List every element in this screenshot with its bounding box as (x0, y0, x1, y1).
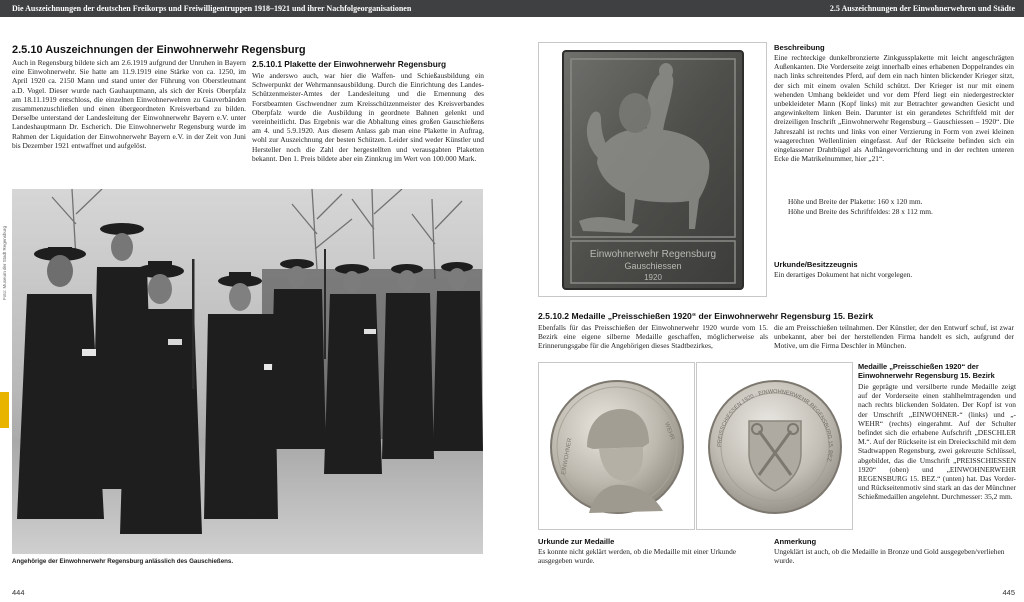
beschreibung-text (774, 53, 1014, 191)
medal-intro-column-1: Ebenfalls für das Preisschießen der Einwohnerwehr 1920 wurde vom 15. Bezirk eine eigene silberne Medaille geschaffen, möglicherweise als Erinnerungsgabe für die Angehörigen dieses Stadtbezirkes, (538, 323, 768, 351)
medal-obverse-frame (538, 362, 695, 530)
medal-obverse-legend-left: EINWOHNER (561, 437, 574, 476)
medal-description-text (858, 382, 1016, 532)
historical-group-photo (12, 189, 483, 554)
intro-paragraph: Auch in Regensburg bildete sich am 2.6.1919 aufgrund der Unruhen in Bayern eine Einwohnerwehr. Sie hatte am 11.9.1919 eine Stärke von ca. 1250, im April 1920 ca. 2150 Mann und stand unter der Führung von Oberstleutnant a.D. Vogel. Dieser wurde nach Gauhauptmann, als sich der Kreis Oberpfalz am 18.11.1919 entschloss, die einzelnen Einwohnerwehren zu Gauverbänden zusammenzuschließen und einen übergeordneten Kreisverband zu bilden. Derselbe unterstand der Landesleitung der Einwohnerwehr Bayern e.V. unter Landeshauptmann Dr. Escherich. Die Einwohnerwehr Regensburg wurde im Rahmen der Liquidation der Einwohnerwehr Bayern e.V. in der Zeit von Juni bis Dezember 1921 entwaffnet und aufgelöst. (12, 58, 246, 150)
medal-intro-column-2: die am Preisschießen teilnahmen. Der Künstler, der den Entwurf schuf, ist zwar unbekannt, aber bei der herstellenden Firma handelt es sich, aufgrund der Motive, um die Firma Deschler in München. (774, 323, 1014, 351)
urkunde-medal-title: Urkunde zur Medaille (538, 537, 615, 546)
medal-description-paragraph: Die geprägte und versilberte runde Medaille zeigt auf der Vorderseite einen stahlhelmtragenden und nach rechts blickenden Soldaten. Der Kopf ist von der Umschrift „EINWOHNER-“ (links) und „-WEHR“ (rechts) eingerahmt. Auf der Schulter befindet sich die erhabene Aufschrift „DESCHLER M.“. Auf der Rückseite ist ein Dreieckschild mit dem Stadtwappen Regensburg, zwei gekreuzte Schlüssel, abgebildet, das die Umschrift „PREISSCHIESSEN 1920“ (oben) und „EINWOHNERWEHR REGENSBURG 15. BEZ.“ (unten) hat. Das Vorder- und Rückseitenmotiv sind stark an das der Münchner Schießmedaillen angelehnt. Durchmesser: 35,2 mm. (858, 382, 1016, 502)
page-number-left: 444 (12, 588, 25, 597)
right-running-header: 2.5 Auszeichnungen der Einwohnerwehren und Städte (512, 0, 1024, 17)
medal-obverse-illustration (539, 363, 694, 529)
plaque-inscription-line2: Gauschiessen (624, 261, 682, 271)
page-number-right: 445 (1002, 588, 1015, 597)
medal-caption-title: Medaille „Preisschießen 1920“ der Einwohnerwehr Regensburg 15. Bezirk (858, 362, 995, 380)
anmerkung-title: Anmerkung (774, 537, 817, 546)
medal-reverse-illustration (697, 363, 852, 529)
medal-reverse-frame (696, 362, 853, 530)
photo-credit: Foto: Museum der Stadt Regensburg (2, 225, 7, 300)
beschreibung-title: Beschreibung (774, 43, 825, 52)
beschreibung-paragraph: Eine rechteckige dunkelbronzierte Zinkgussplakette mit leicht angeschrägten Außenkanten. Die Vorderseite zeigt innerhalb eines erhabenen Doppelrandes ein nach links schreitendes Pferd, auf dem ein nach hinten blickender Krieger sitzt, der sich mit einem ovalen Schild schützt. Der Krieger ist nur mit einem wehenden Umhang bekleidet und vor dem Pferd liegt ein niedergestreckter unbekleideter Mann (Kopf links) mit zur Betrachter gewandten Gesicht und angewinkeltem linken Bein. Darunter ist ein gerandetes Schriftfeld mit der dreizeiligen Inschrift „Einwohnerwehr Regensburg – Gauschiessen – 1920“. Die Jahreszahl ist rechts und links von einer Verzierung in Form von zwei kleinen waagerechten Wellenlinien eingefasst. Auf der Rückseite befinden sich ein eingelassener Drahtbügel als Aufhängevorrichtung und in der rechten unteren Ecke die Matrikelnummer, hier „21“. (774, 53, 1014, 164)
plaque-dimension-2: Höhe und Breite des Schriftfeldes: 28 x 112 mm. (788, 207, 933, 216)
anmerkung-text: Ungeklärt ist auch, ob die Medaille in Bronze und Gold ausgegeben/verliehen wurde. (774, 547, 1005, 566)
plaque-image-frame (538, 42, 767, 297)
medal-obverse-legend-right: WEHR (663, 421, 676, 441)
plaque-illustration (539, 43, 766, 296)
urkunde-medal-text: Es konnte nicht geklärt werden, ob die Medaille mit einer Urkunde ausgegeben wurde. (538, 547, 737, 566)
plaque-inscription-year: 1920 (644, 273, 662, 282)
right-page (512, 0, 1024, 602)
subsection-title-plaque: 2.5.10.1 Plakette der Einwohnerwehr Regensburg (252, 59, 447, 69)
section-title: 2.5.10 Auszeichnungen der Einwohnerwehr Regensburg (12, 44, 306, 56)
urkunde-text: Ein derartiges Dokument hat nicht vorgelegen. (774, 270, 913, 279)
photo-caption: Angehörige der Einwohnerwehr Regensburg anlässlich des Gauschießens. (12, 558, 234, 565)
plaque-paragraph: Wie anderswo auch, war hier die Waffen- und Schießausbildung ein Schwerpunkt der Wehrmannsausbildung. Durch die Einrichtung des Landes-Schützenmeister-Amtes der Landesleitung und die Ernennung des Forstbeamten Gschwendner zum Kreisschützenmeister des Kreisverbandes Oberpfalz wurde die Ausbildung in geordnete Bahnen gelenkt und vereinheitlicht. Das Ergebnis war die Abhaltung eines großen Gauschießens am 4. und 5.9.1920. Aus diesem Anlass gab man eine Plakette in Auftrag, wohl zur Auszeichnung der besten Schützen. Leider sind weder Künstler und Hersteller noch die Zahl der hergestellten und verausgabten Plaketten bekannt. Den 1. Preis bildete aber ein Zinnkrug im Wert von 100.000 Mark. (252, 71, 484, 163)
medal-section-title: 2.5.10.2 Medaille „Preisschießen 1920“ der Einwohnerwehr Regensburg 15. Bezirk (538, 311, 874, 321)
intro-text-column-1 (12, 58, 246, 178)
medal-reverse-legend: PREISSCHIESSEN 1920 · EINWOHNERWEHR REGENSBURG 15. BEZ. (716, 388, 834, 464)
group-photo-illustration (12, 189, 483, 554)
plaque-dimension-1: Höhe und Breite der Plakette: 160 x 120 mm. (788, 197, 923, 206)
urkunde-title: Urkunde/Besitzzeugnis (774, 260, 858, 269)
plaque-text-column-2 (252, 71, 484, 177)
left-running-header: Die Auszeichnungen der deutschen Freikorps und Freiwilligentruppen 1918–1921 und ihrer Nachfolgeorganisationen (0, 0, 512, 17)
chapter-tab-marker (0, 392, 9, 428)
plaque-inscription-line1: Einwohnerwehr Regensburg (589, 249, 717, 260)
